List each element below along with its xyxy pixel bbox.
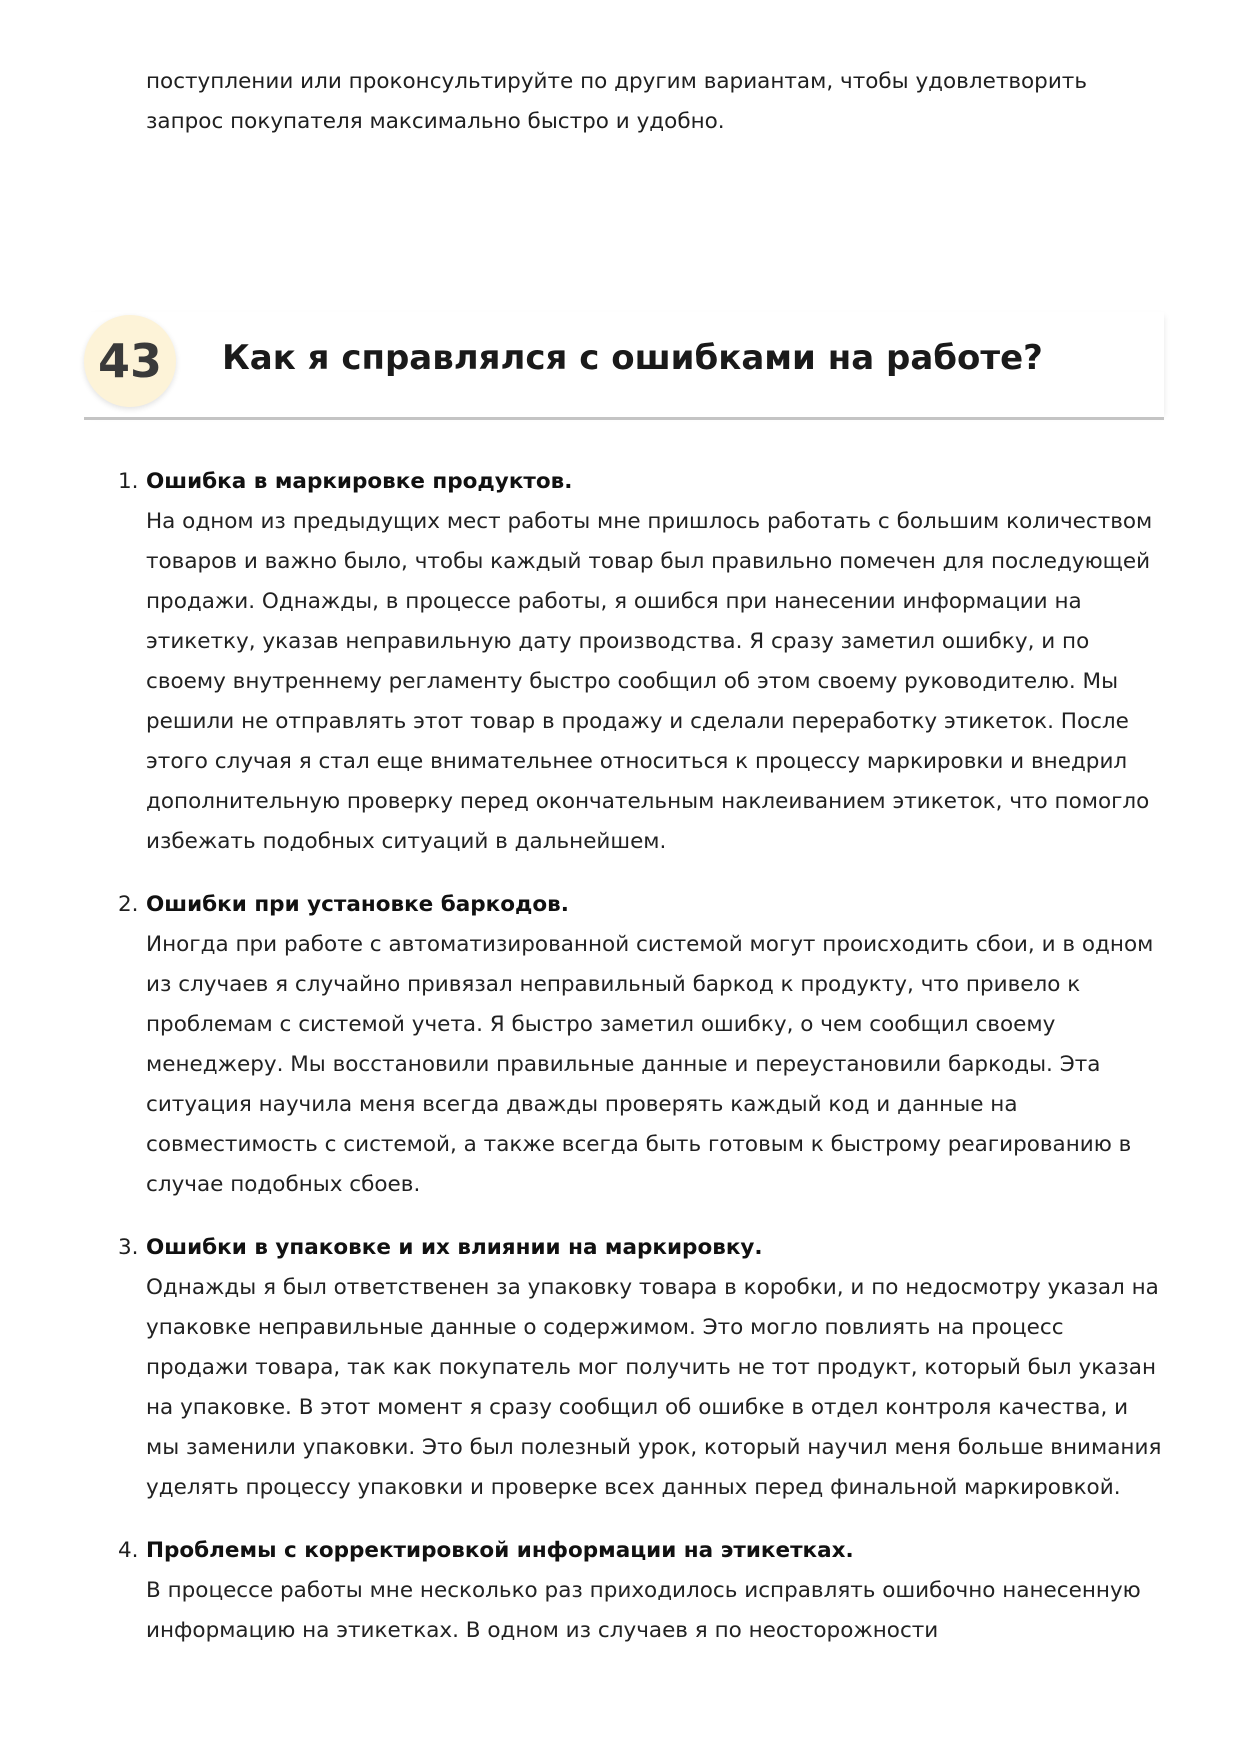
list-item-heading: Проблемы с корректировкой информации на этикетках. — [146, 1538, 854, 1563]
list-item-number: 3. — [118, 1235, 139, 1260]
answer-list — [118, 462, 1166, 1674]
intro-paragraph: поступлении или проконсультируйте по другим вариантам, чтобы удовлетворить запрос покупателя максимально быстро и удобно. — [146, 69, 1087, 134]
list-item-heading: Ошибки в упаковке и их влиянии на маркировку. — [146, 1235, 763, 1260]
list-item — [118, 1531, 1166, 1651]
list-item — [118, 462, 1166, 862]
list-item-number: 1. — [118, 469, 139, 494]
list-item-number: 2. — [118, 892, 139, 917]
list-item-number: 4. — [118, 1538, 139, 1563]
question-header — [84, 312, 1164, 420]
question-number-badge: 43 — [84, 315, 176, 407]
list-item-heading: Ошибка в маркировке продуктов. — [146, 469, 573, 494]
question-title: Как я справлялся с ошибками на работе? — [222, 338, 1043, 378]
list-item-body: На одном из предыдущих мест работы мне пришлось работать с большим количеством товаров и важно было, чтобы каждый товар был правильно помечен для последующей продажи. Однажды, в процессе работы, я ошибся при нанесении информации на этикетку, указав неправильную дату производства. Я сразу заметил ошибку, и по своему внутреннему регламенту быстро сообщил об этом своему руководителю. Мы решили не отправлять этот товар в продажу и сделали переработку этикеток. После этого случая я стал еще внимательнее относиться к процессу маркировки и внедрил дополнительную проверку перед окончательным наклеиванием этикеток, что помогло избежать подобных ситуаций в дальнейшем. — [146, 509, 1153, 854]
list-item-heading: Ошибки при установке баркодов. — [146, 892, 569, 917]
list-item — [118, 885, 1166, 1205]
list-item-body: Иногда при работе с автоматизированной системой могут происходить сбои, и в одном из случаев я случайно привязал неправильный баркод к продукту, что привело к проблемам с системой учета. Я быстро заметил ошибку, о чем сообщил своему менеджеру. Мы восстановили правильные данные и переустановили баркоды. Эта ситуация научила меня всегда дважды проверять каждый код и данные на совместимость с системой, а также всегда быть готовым к быстрому реагированию в случае подобных сбоев. — [146, 932, 1154, 1197]
list-item-body: Однажды я был ответственен за упаковку товара в коробки, и по недосмотру указал на упаковке неправильные данные о содержимом. Это могло повлиять на процесс продажи товара, так как покупатель мог получить не тот продукт, который был указан на упаковке. В этот момент я сразу сообщил об ошибке в отдел контроля качества, и мы заменили упаковки. Это был полезный урок, который научил меня больше внимания уделять процессу упаковки и проверке всех данных перед финальной маркировкой. — [146, 1275, 1162, 1500]
list-item-body: В процессе работы мне несколько раз приходилось исправлять ошибочно нанесенную информацию на этикетках. В одном из случаев я по неосторожности — [146, 1578, 1141, 1643]
list-item — [118, 1228, 1166, 1508]
